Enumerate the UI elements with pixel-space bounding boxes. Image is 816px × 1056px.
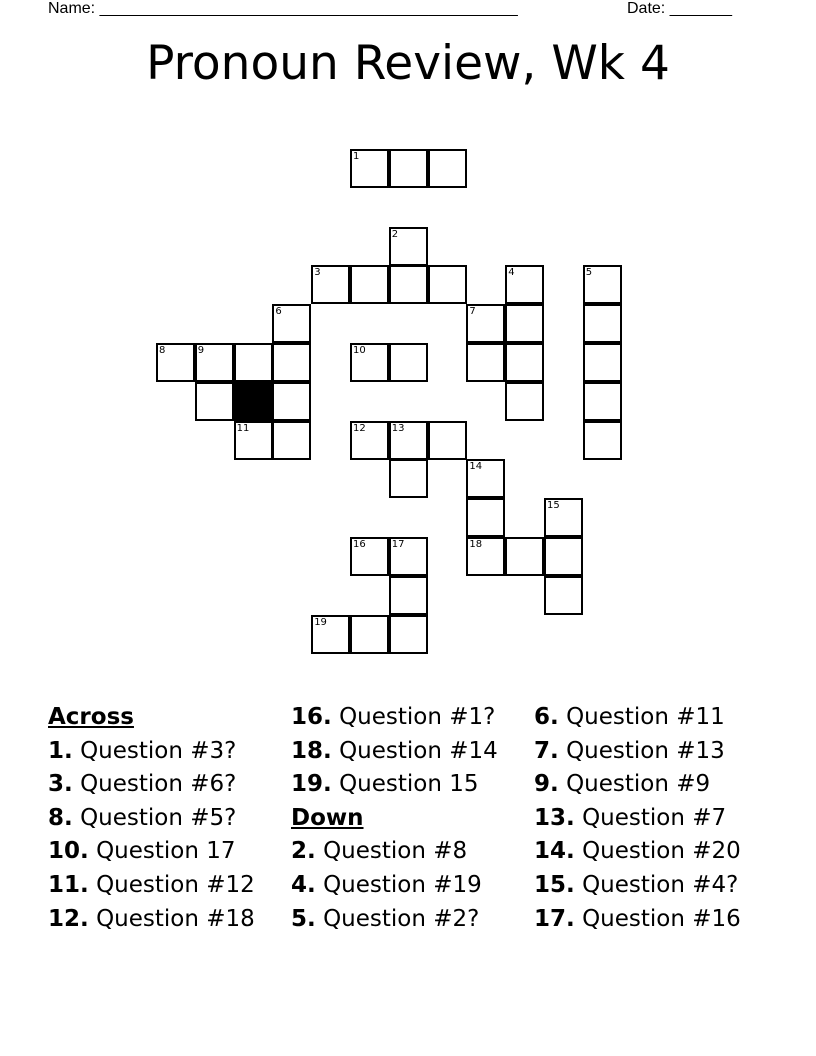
grid-cell[interactable] (311, 615, 350, 654)
clue-item (534, 902, 741, 936)
grid-cell[interactable] (350, 421, 389, 460)
clue-item-text: Question #11 (566, 704, 725, 730)
clue-number: 6 (275, 306, 282, 318)
grid-cell[interactable] (505, 343, 544, 382)
clue-item-number: 7. (534, 737, 559, 764)
grid-cell[interactable] (234, 421, 273, 460)
clue-number: 9 (197, 345, 205, 356)
black-cell (234, 382, 273, 421)
clue-item-number: 3. (48, 771, 73, 798)
clue-item (48, 801, 255, 835)
section-heading-label: Across (48, 704, 134, 730)
grid-cell[interactable] (350, 615, 389, 654)
clue-number: 11 (236, 422, 250, 434)
grid-cell[interactable] (505, 382, 544, 421)
clue-number: 18 (469, 539, 483, 550)
clue-item-text: Question #19 (323, 871, 482, 898)
clue-item (291, 734, 498, 768)
clue-item (291, 868, 498, 902)
clue-item-text: Question #9 (566, 771, 711, 798)
clue-item (48, 868, 255, 902)
clue-number: 4 (508, 267, 515, 279)
grid-cell[interactable] (389, 459, 428, 498)
clue-number: 3 (314, 267, 321, 279)
clue-item (48, 834, 255, 868)
clue-number: 17 (391, 539, 405, 550)
section-heading (48, 700, 255, 734)
grid-cell[interactable] (389, 343, 428, 382)
clue-item-number: 10. (48, 838, 89, 865)
grid-cell[interactable] (272, 382, 311, 421)
clue-item (534, 700, 741, 734)
clue-item-number: 2. (291, 838, 316, 865)
clue-item-text: Question #8 (323, 838, 468, 865)
grid-cell[interactable] (234, 343, 273, 382)
date-line: Date: _______ (627, 0, 732, 17)
clue-item (48, 767, 255, 801)
clue-item-text: Question #16 (582, 905, 741, 932)
clue-item (534, 767, 741, 801)
clue-number: 2 (391, 228, 399, 240)
grid-cell[interactable] (583, 382, 622, 421)
clue-item (48, 734, 255, 768)
clue-item-text: Question #2? (323, 905, 480, 932)
clue-item-text: Question #14 (339, 737, 498, 764)
clue-item-text: Question 17 (96, 838, 236, 865)
grid-cell[interactable] (505, 265, 544, 304)
grid-cell[interactable] (466, 459, 505, 498)
clue-item-text: Question #5? (80, 804, 237, 831)
grid-cell[interactable] (583, 265, 622, 304)
grid-cell[interactable] (583, 343, 622, 382)
page-title: Pronoun Review, Wk 4 (146, 36, 670, 91)
grid-cell[interactable] (389, 265, 428, 304)
clue-item (534, 834, 741, 868)
clue-number: 5 (585, 267, 593, 279)
clue-item-text: Question #6? (80, 771, 237, 798)
clue-column-1 (48, 700, 255, 935)
clue-item-number: 17. (534, 905, 575, 932)
clue-item-text: Question #7 (582, 804, 727, 831)
clue-item (534, 734, 741, 768)
clue-item-number: 19. (291, 771, 332, 798)
name-line: Name: _______________________________________________ (48, 0, 518, 17)
grid-cell[interactable] (505, 304, 544, 343)
grid-cell[interactable] (544, 537, 583, 576)
grid-cell[interactable] (350, 149, 389, 188)
clue-item-text: Question #20 (582, 838, 741, 865)
clue-item-number: 16. (291, 704, 332, 730)
clue-item-number: 11. (48, 871, 89, 898)
grid-cell[interactable] (195, 382, 234, 421)
clue-column-3 (534, 700, 741, 935)
clue-number: 7 (469, 306, 476, 318)
grid-cell[interactable] (466, 343, 505, 382)
clue-number: 15 (547, 500, 560, 512)
clue-item (48, 902, 255, 936)
grid-cell[interactable] (272, 343, 311, 382)
grid-cell[interactable] (466, 498, 505, 537)
grid-cell[interactable] (311, 265, 350, 304)
grid-cell[interactable] (428, 265, 467, 304)
clue-item-number: 8. (48, 804, 73, 831)
clue-item-text: Question #18 (96, 905, 255, 932)
clue-item-number: 13. (534, 804, 575, 831)
clue-column-2 (291, 700, 498, 935)
clue-item (534, 868, 741, 902)
grid-cell[interactable] (428, 149, 467, 188)
grid-cell[interactable] (272, 421, 311, 460)
clue-list (0, 700, 816, 940)
grid-cell[interactable] (350, 265, 389, 304)
clue-number: 16 (353, 539, 366, 550)
clue-item (291, 902, 498, 936)
grid-cell[interactable] (583, 304, 622, 343)
clue-item-number: 14. (534, 838, 575, 865)
grid-cell[interactable] (389, 576, 428, 615)
clue-item-text: Question 15 (339, 771, 479, 798)
clue-item (291, 767, 498, 801)
clue-number: 12 (353, 422, 366, 434)
clue-item-number: 18. (291, 737, 332, 764)
grid-cell[interactable] (544, 498, 583, 537)
grid-cell[interactable] (505, 537, 544, 576)
clue-item-number: 15. (534, 871, 575, 898)
clue-item-number: 6. (534, 704, 559, 730)
grid-cell[interactable] (389, 149, 428, 188)
grid-cell[interactable] (544, 576, 583, 615)
clue-item-number: 1. (48, 737, 73, 764)
clue-item-number: 4. (291, 871, 316, 898)
grid-cell[interactable] (466, 537, 505, 576)
grid-cell[interactable] (428, 421, 467, 460)
grid-cell[interactable] (156, 343, 195, 382)
clue-item (291, 834, 498, 868)
grid-cell[interactable] (272, 304, 311, 343)
grid-cell[interactable] (350, 537, 389, 576)
grid-cell[interactable] (350, 343, 389, 382)
clue-item (534, 801, 741, 835)
clue-item-text: Question #13 (566, 737, 725, 764)
clue-item-text: Question #12 (96, 871, 255, 898)
clue-item-text: Question #1? (339, 704, 496, 730)
clue-item-number: 9. (534, 771, 559, 798)
clue-number: 8 (159, 345, 166, 356)
section-heading-label: Down (291, 804, 364, 831)
clue-item-number: 12. (48, 905, 89, 932)
clue-number: 14 (469, 461, 483, 473)
clue-item-text: Question #3? (80, 737, 237, 764)
clue-number: 13 (391, 422, 405, 434)
clue-item-text: Question #4? (582, 871, 739, 898)
grid-cell[interactable] (195, 343, 234, 382)
grid-cell[interactable] (389, 615, 428, 654)
clue-item-number: 5. (291, 905, 316, 932)
grid-cell[interactable] (583, 421, 622, 460)
grid-cell[interactable] (466, 304, 505, 343)
grid-cell[interactable] (389, 227, 428, 266)
grid-cell[interactable] (389, 421, 428, 460)
grid-cell[interactable] (389, 537, 428, 576)
clue-number: 10 (353, 345, 366, 356)
clue-number: 19 (314, 616, 327, 628)
section-heading (291, 801, 498, 835)
clue-number: 1 (353, 151, 360, 162)
clue-item (291, 700, 498, 734)
